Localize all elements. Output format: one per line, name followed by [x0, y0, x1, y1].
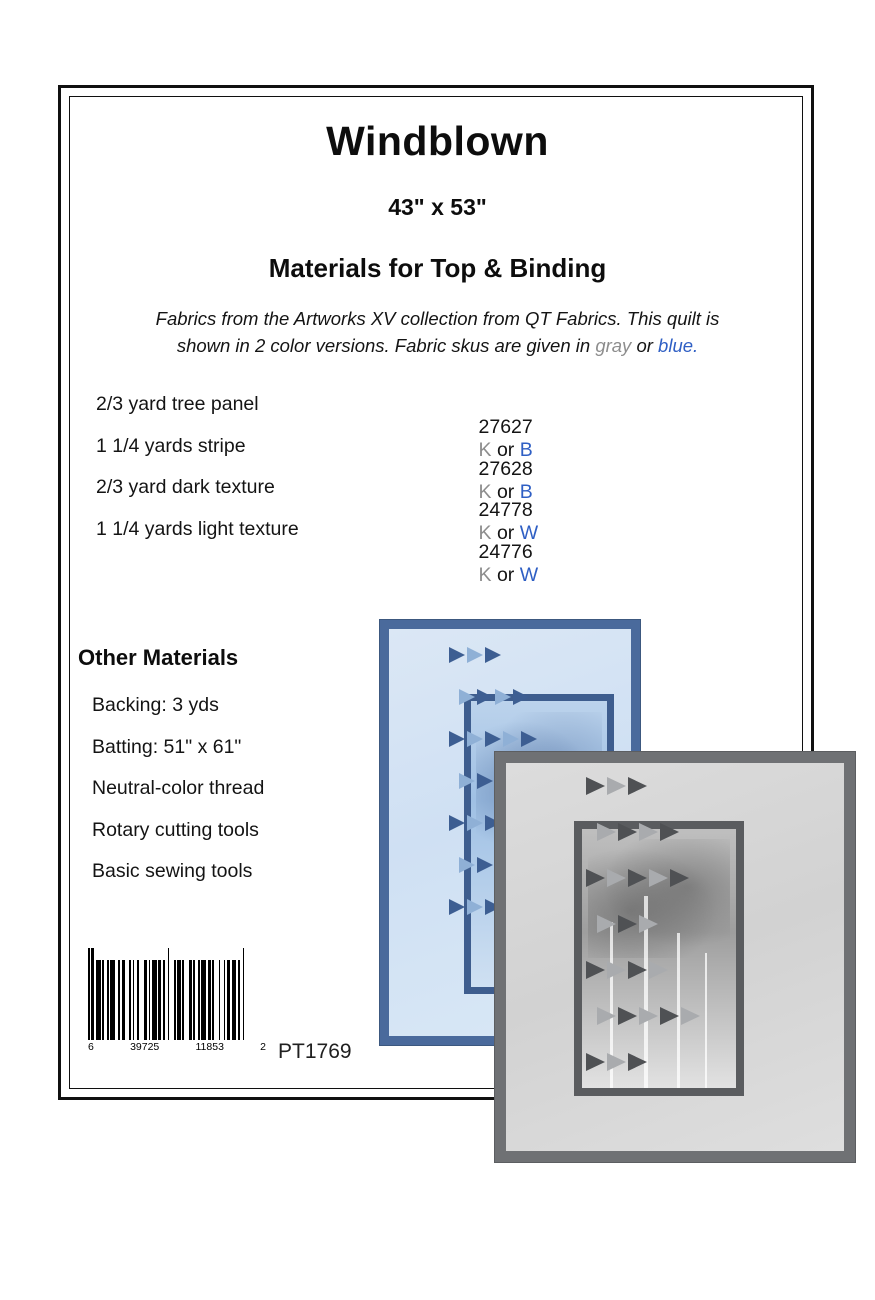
sku-or: or: [491, 522, 520, 544]
intro-text: [103, 306, 773, 360]
page-title: Windblown: [326, 118, 549, 164]
other-materials-item: Basic sewing tools: [92, 860, 253, 882]
sku-gray-code: K: [478, 563, 492, 586]
sku-gray-code: K: [478, 522, 492, 544]
material-quantity: 1 1/4 yards light texture: [96, 517, 299, 540]
intro-line-1: Fabrics from the Artworks XV collection from QT Fabrics. This quilt is: [155, 308, 720, 329]
sku-blue-code: B: [519, 439, 533, 461]
sku-or: or: [491, 563, 520, 586]
sku-number: 24778: [478, 499, 533, 521]
material-quantity: 2/3 yard dark texture: [96, 476, 275, 498]
sku-number: 27627: [478, 416, 533, 438]
barcode-group-1: 39725: [130, 1041, 160, 1053]
material-quantity: 1 1/4 yards stripe: [96, 434, 246, 457]
barcode-group-2: 11853: [195, 1041, 224, 1053]
material-sku: [446, 518, 538, 610]
barcode-right-digit: 2: [260, 1041, 266, 1053]
other-materials-section: [78, 645, 408, 893]
sku-blue-code: W: [519, 522, 539, 544]
barcode: [88, 948, 268, 1053]
sku-number: 24776: [478, 540, 533, 563]
flying-geese-gray: [586, 777, 702, 1099]
tree-trunk: [705, 953, 707, 1088]
barcode-digits: [88, 1041, 266, 1053]
barcode-bars: [88, 948, 266, 1040]
pattern-number: PT1769: [278, 1040, 352, 1063]
other-materials-item: Backing: 3 yds: [92, 694, 219, 716]
other-materials-heading: Other Materials: [78, 645, 239, 670]
sku-blue-code: W: [519, 563, 539, 586]
sku-or: or: [491, 439, 520, 461]
intro-or: or: [631, 334, 659, 356]
quilt-dimensions: 43" x 53": [388, 194, 487, 220]
quilt-gray-body: [506, 763, 844, 1151]
sku-gray-code: K: [478, 439, 492, 461]
intro-gray-word: gray: [595, 334, 632, 356]
sku-or: or: [491, 480, 520, 503]
sku-blue-code: B: [519, 480, 533, 503]
header: [80, 118, 795, 360]
other-materials-item: Neutral-color thread: [92, 777, 265, 799]
barcode-left-digit: 6: [88, 1041, 94, 1053]
material-quantity: 2/3 yard tree panel: [96, 393, 259, 415]
intro-line-2: shown in 2 color versions. Fabric skus are given in: [176, 334, 596, 356]
other-materials-item: Batting: 51" x 61": [92, 735, 242, 758]
other-materials-item: Rotary cutting tools: [92, 818, 259, 841]
sku-gray-code: K: [478, 480, 492, 503]
materials-list: [96, 393, 716, 586]
sku-number: 27628: [478, 457, 533, 480]
intro-blue-word: blue.: [658, 334, 699, 356]
materials-heading: Materials for Top & Binding: [268, 253, 607, 283]
materials-row: [96, 517, 716, 586]
quilt-image-gray: [495, 752, 855, 1162]
